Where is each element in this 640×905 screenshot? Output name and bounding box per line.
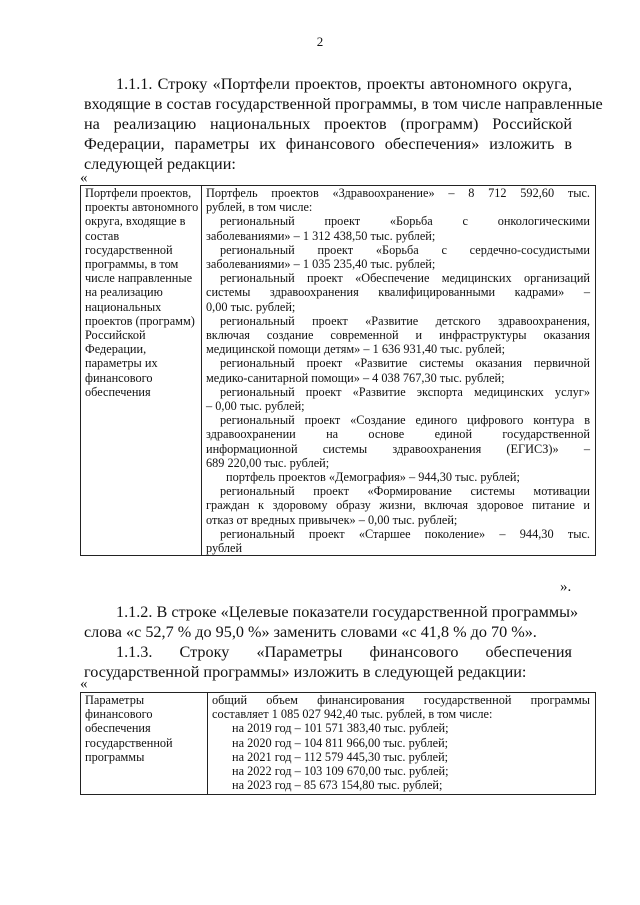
cell-line: на 2019 год – 101 571 383,40 тыс. рублей; <box>232 721 449 736</box>
paragraph-1-1-1 <box>84 74 603 174</box>
row-value-cell <box>208 693 596 795</box>
cell-line: программы <box>85 749 145 764</box>
paragraph-line: 1.1.2. В строке «Целевые показатели государственной программы» <box>116 603 579 621</box>
cell-line: региональный проект «Борьба с онкологическими <box>220 214 590 229</box>
cell-line: обеспечения <box>85 384 151 399</box>
cell-line: системы здравоохранения квалифицированными кадрами» – <box>206 285 590 300</box>
cell-line: Портфели проектов, <box>85 186 192 200</box>
cell-line: Параметры <box>85 693 145 707</box>
cell-line: портфель проектов «Демография» – 944,30 тыс. рублей; <box>226 470 520 485</box>
closing-quote: ». <box>560 579 572 595</box>
cell-line: граждан к здоровому образу жизни, включая здоровое питание и <box>206 498 590 513</box>
cell-line: на 2020 год – 104 811 966,00 тыс. рублей; <box>232 735 449 750</box>
cell-line: региональный проект «Формирование системы мотивации <box>220 484 590 499</box>
cell-line: – 0,00 тыс. рублей; <box>206 399 305 414</box>
paragraph-line: слова «с 52,7 % до 95,0 %» заменить словами «с 41,8 % до 70 %». <box>84 623 537 641</box>
cell-line: обеспечения <box>85 721 151 736</box>
table-row <box>81 186 596 556</box>
cell-line: национальных <box>85 299 162 314</box>
cell-line: на реализацию <box>85 285 163 300</box>
row-header-cell <box>81 186 202 556</box>
cell-line: финансового <box>85 707 153 722</box>
cell-line: проектов (программ) <box>85 313 195 328</box>
cell-line: информационной системы здравоохранения (ЕГИСЗ)» – <box>206 441 590 456</box>
cell-line: программы, в том <box>85 257 179 272</box>
cell-line: 0,00 тыс. рублей; <box>206 299 296 314</box>
cell-line: региональный проект «Создание единого цифрового контура в <box>220 413 590 428</box>
cell-line: общий объем финансирования государственной программы <box>212 693 590 707</box>
paragraph-line: входящие в состав государственной программы, в том числе направленные <box>84 95 603 113</box>
table-row <box>81 693 596 795</box>
page-number: 2 <box>316 34 324 49</box>
paragraph-line: 1.1.1. Строку «Портфели проектов, проекты автономного округа, <box>116 75 572 93</box>
cell-line: рублей <box>206 541 243 556</box>
cell-line: государственной <box>85 242 173 257</box>
cell-line: составляет 1 085 027 942,40 тыс. рублей, в том числе: <box>212 707 493 722</box>
cell-line: отказ от вредных привычек» – 0,00 тыс. рублей; <box>206 512 458 527</box>
cell-line: заболеваниями» – 1 035 235,40 тыс. рублей; <box>206 257 436 272</box>
paragraph-line: 1.1.3. Строку «Параметры финансового обеспечения <box>116 643 572 661</box>
cell-line: региональный проект «Развитие детского здравоохранения, <box>220 313 590 328</box>
cell-line: региональный проект «Развитие системы оказания первичной <box>220 356 590 371</box>
cell-line: на 2023 год – 85 673 154,80 тыс. рублей; <box>232 778 443 793</box>
cell-line: 689 220,00 тыс. рублей; <box>206 455 330 470</box>
cell-line: параметры их <box>85 356 158 371</box>
cell-line: региональный проект «Обеспечение медицинских организаций <box>220 271 590 286</box>
financing-parameters-table <box>80 692 596 795</box>
cell-line: проекты автономного <box>85 200 199 215</box>
row-value-cell <box>202 186 596 556</box>
paragraph-line: государственной программы» изложить в следующей редакции: <box>84 663 527 681</box>
opening-quote: « <box>80 676 88 692</box>
row-header-cell <box>81 693 208 795</box>
paragraph-line: Федерации, параметры их финансового обеспечения» изложить в <box>84 135 572 153</box>
cell-line: числе направленные <box>85 271 193 286</box>
projects-portfolio-table <box>80 185 596 556</box>
cell-line: состав <box>85 228 120 243</box>
opening-quote: « <box>80 170 88 186</box>
cell-line: Портфель проектов «Здравоохранение» – 8 712 592,60 тыс. <box>206 186 590 200</box>
cell-line: Российской <box>85 328 146 343</box>
cell-line: округа, входящие в <box>85 214 186 229</box>
cell-line: региональный проект «Развитие экспорта медицинских услуг» <box>220 384 590 399</box>
cell-line: финансового <box>85 370 153 385</box>
paragraph-line: на реализацию национальных проектов (программ) Российской <box>84 115 572 133</box>
cell-line: включая создание современной и инфраструктуры оказания <box>206 328 590 343</box>
cell-line: медико-санитарной помощи» – 4 038 767,30 тыс. рублей; <box>206 370 505 385</box>
paragraph-1-1-2 <box>84 602 579 642</box>
cell-line: рублей, в том числе: <box>206 200 313 215</box>
cell-line: здравоохранении на основе единой государственной <box>206 427 590 442</box>
cell-line: региональный проект «Борьба с сердечно-сосудистыми <box>220 242 590 257</box>
cell-line: на 2022 год – 103 109 670,00 тыс. рублей; <box>232 764 449 779</box>
cell-line: медицинской помощи детям» – 1 636 931,40 тыс. рублей; <box>206 342 506 357</box>
cell-line: заболеваниями» – 1 312 438,50 тыс. рублей; <box>206 228 436 243</box>
cell-line: на 2021 год – 112 579 445,30 тыс. рублей; <box>232 749 449 764</box>
cell-line: Федерации, <box>85 342 147 357</box>
cell-line: государственной <box>85 735 173 750</box>
cell-line: региональный проект «Старшее поколение» – 944,30 тыс. <box>220 526 590 541</box>
paragraph-line: следующей редакции: <box>84 155 236 173</box>
paragraph-1-1-3 <box>84 642 572 682</box>
